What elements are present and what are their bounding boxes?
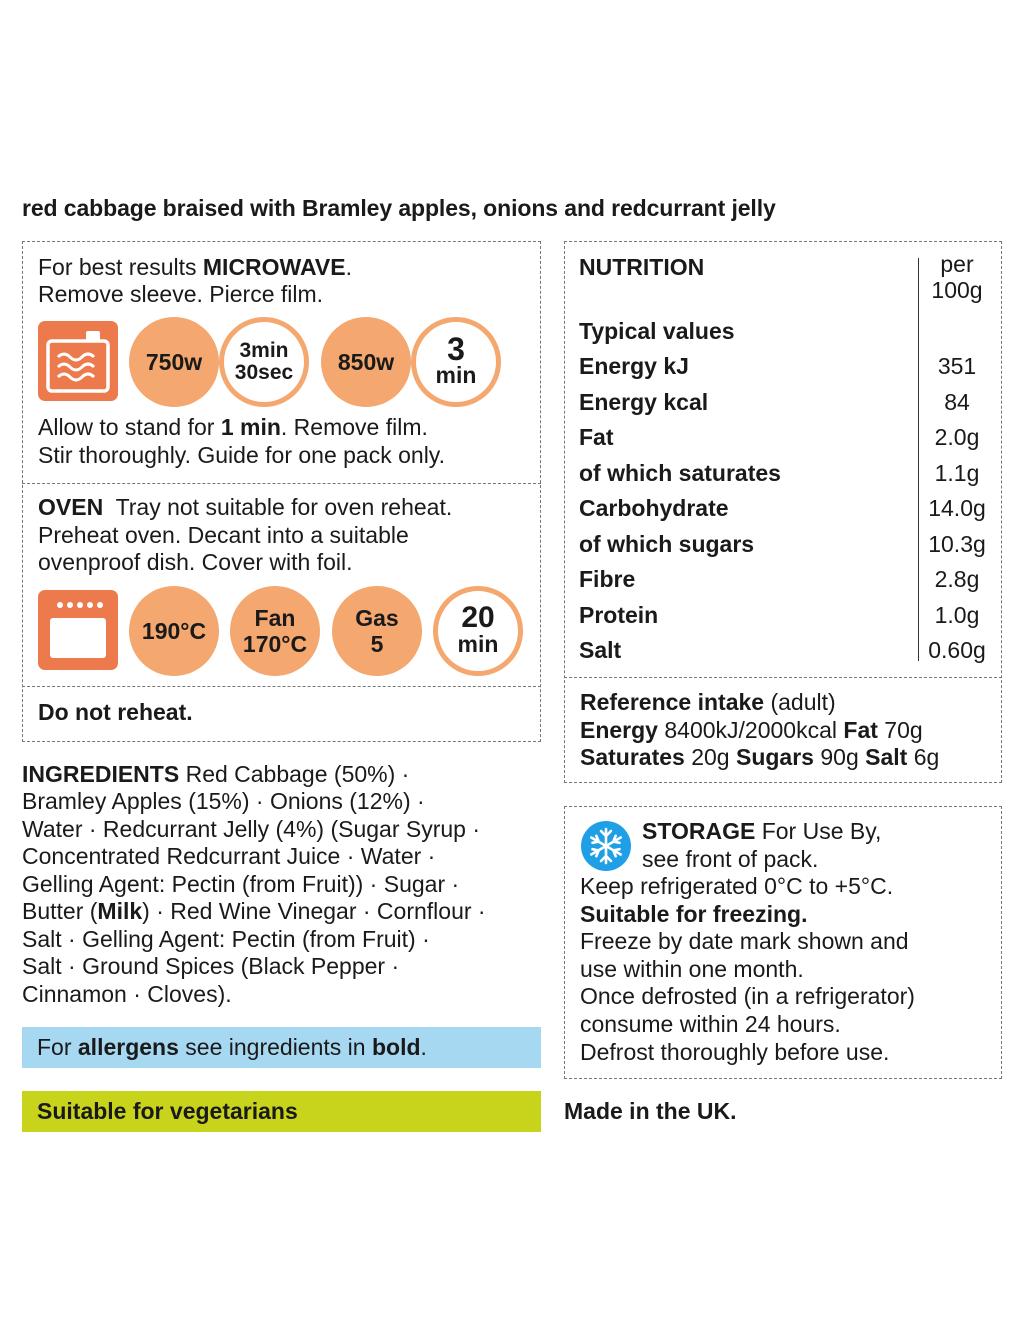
nutrition-row-label: Carbohydrate [579, 495, 729, 521]
divider [564, 677, 1002, 678]
oven-line2: Preheat oven. Decant into a suitable [38, 522, 409, 548]
nutrition-row-value: 1.1g [934, 460, 980, 486]
oven-line3: ovenproof dish. Cover with foil. [38, 549, 353, 575]
storage-line7: Once defrosted (in a refrigerator) [580, 983, 915, 1009]
ingredients-line: Cinnamon · Cloves). [22, 981, 232, 1007]
ingredients-line: Salt · Gelling Agent: Pectin (from Fruit) · [22, 926, 430, 952]
nutrition-row-value: 2.0g [934, 424, 980, 450]
nutrition-row-label: of which saturates [579, 460, 781, 486]
storage-line8: consume within 24 hours. [580, 1011, 841, 1037]
ingredients-line: Salt · Ground Spices (Black Pepper · [22, 953, 400, 979]
nutrition-row-label: of which sugars [579, 531, 755, 557]
nutrition-row-value: 84 [944, 389, 970, 415]
divider [22, 686, 541, 687]
microwave-icon [38, 321, 118, 401]
storage-line1: STORAGE For Use By, [642, 818, 882, 844]
ingredients-line: Bramley Apples (15%) · Onions (12%) · [22, 788, 425, 814]
microwave-time-850: 3 min [411, 317, 501, 407]
nutrition-heading: NUTRITION [579, 254, 705, 280]
made-in: Made in the UK. [564, 1098, 737, 1124]
oven-line1: OVEN Tray not suitable for oven reheat. [38, 494, 453, 520]
oven-fan-temp: Fan 170°C [230, 586, 320, 676]
nutrition-per: per [940, 251, 974, 277]
oven-gas-mark: Gas 5 [332, 586, 422, 676]
microwave-line1: For best results MICROWAVE. [38, 254, 352, 280]
nutrition-typical-values: Typical values [579, 318, 735, 344]
ingredients-line: Concentrated Redcurrant Juice · Water · [22, 843, 436, 869]
nutrition-row-label: Energy kcal [579, 389, 709, 415]
allergen-notice [22, 1027, 541, 1068]
storage-line5: Freeze by date mark shown and [580, 928, 909, 954]
nutrition-per-unit: 100g [931, 277, 983, 303]
divider [22, 483, 541, 484]
microwave-stand-line: Allow to stand for 1 min. Remove film. [38, 414, 428, 440]
nutrition-row-label: Fat [579, 424, 614, 450]
nutrition-row-label: Salt [579, 637, 622, 663]
oven-time: 20 min [433, 586, 523, 676]
storage-line6: use within one month. [580, 956, 804, 982]
nutrition-row-value: 10.3g [928, 531, 986, 557]
reference-intake-energy: Energy 8400kJ/2000kcal Fat 70g [580, 717, 923, 743]
do-not-reheat: Do not reheat. [38, 699, 193, 725]
nutrition-row-value: 351 [937, 353, 977, 379]
product-title: red cabbage braised with Bramley apples, onions and redcurrant jelly [22, 195, 776, 221]
vegetarian-text: Suitable for vegetarians [37, 1098, 298, 1124]
storage-line9: Defrost thoroughly before use. [580, 1039, 890, 1065]
ingredients-line: Gelling Agent: Pectin (from Fruit)) · Sugar · [22, 871, 460, 897]
vegetarian-badge [22, 1091, 541, 1132]
allergen-text: For allergens see ingredients in bold. [37, 1034, 427, 1060]
nutrition-row-label: Energy kJ [579, 353, 689, 379]
nutrition-row-value: 2.8g [934, 566, 980, 592]
oven-icon [38, 590, 118, 670]
storage-line3: Keep refrigerated 0°C to +5°C. [580, 873, 894, 899]
ingredients-line: INGREDIENTS Red Cabbage (50%) · [22, 761, 410, 787]
nutrition-row-value: 0.60g [928, 637, 986, 663]
nutrition-row-value: 1.0g [934, 602, 980, 628]
ingredients-line: Water · Redcurrant Jelly (4%) (Sugar Syrup · [22, 816, 481, 842]
microwave-power-750: 750w [129, 317, 219, 407]
reference-intake-heading: Reference intake (adult) [580, 689, 836, 715]
oven-temp: 190°C [129, 586, 219, 676]
storage-line4: Suitable for freezing. [580, 901, 808, 927]
microwave-stand-line2: Stir thoroughly. Guide for one pack only. [38, 442, 445, 468]
microwave-time-750: 3min 30sec [219, 317, 309, 407]
snowflake-icon [580, 820, 632, 872]
ingredients-line: Butter (Milk) · Red Wine Vinegar · Cornflour · [22, 898, 486, 924]
storage-line2: see front of pack. [642, 846, 819, 872]
nutrition-row-value: 14.0g [928, 495, 986, 521]
reference-intake-saturates: Saturates 20g Sugars 90g Salt 6g [580, 744, 940, 770]
microwave-line2: Remove sleeve. Pierce film. [38, 281, 324, 307]
microwave-power-850: 850w [321, 317, 411, 407]
nutrition-row-label: Fibre [579, 566, 636, 592]
nutrition-row-label: Protein [579, 602, 659, 628]
